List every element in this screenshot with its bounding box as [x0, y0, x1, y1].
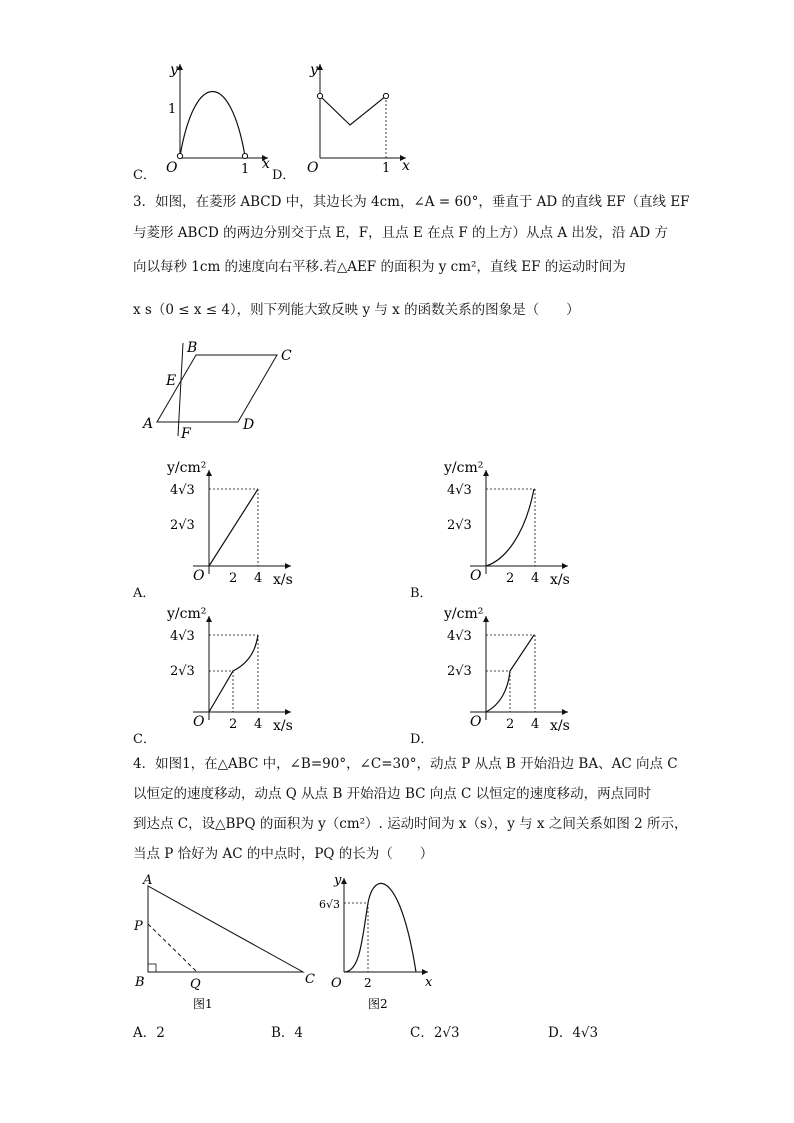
q3-c-xlabel: x/s — [273, 718, 293, 734]
c-x-label: x — [262, 156, 270, 172]
q4-line-4: 当点 P 恰好为 AC 的中点时，PQ 的长为（ ） — [133, 846, 434, 862]
q3-option-d: D． — [410, 732, 434, 747]
q3-c-ytick-high: 4√3 — [170, 629, 195, 644]
q3-c-ytick-low: 2√3 — [170, 664, 195, 679]
q4-choice-d: D．4√3 — [548, 1025, 599, 1041]
q3-b-xtick-4: 4 — [531, 571, 540, 586]
fig-A: A — [143, 416, 154, 432]
q3-b-ylabel: y/cm² — [444, 460, 484, 476]
q3-a-xlabel: x/s — [273, 572, 293, 588]
fig1-B: B — [135, 975, 145, 990]
q3-a-xtick-2: 2 — [229, 571, 238, 586]
q3-c-xtick-4: 4 — [254, 717, 263, 732]
q3-line-1: 3．如图，在菱形 ABCD 中，其边长为 4cm，∠A = 60°，垂直于 AD 的直线 EF（直线 EF — [133, 194, 690, 210]
q3-d-ylabel: y/cm² — [444, 606, 484, 622]
q3-d-xtick-2: 2 — [506, 717, 515, 732]
q3-b-ytick-high: 4√3 — [447, 483, 472, 498]
q4-line-1: 4．如图1，在△ABC 中，∠B=90°，∠C=30°，动点 P 从点 B 开始沿边 BA、AC 向点 C — [133, 756, 678, 772]
q3-a-ylabel: y/cm² — [167, 460, 207, 476]
q3-line-4: x s（0 ≤ x ≤ 4），则下列能大致反映 y 与 x 的函数关系的图象是（ ） — [133, 302, 580, 318]
fig-E: E — [166, 373, 177, 389]
q3-d-xtick-4: 4 — [531, 717, 540, 732]
q3-option-b: B． — [410, 586, 433, 601]
q3-a-origin: O — [193, 568, 205, 584]
q4-line-2: 以恒定的速度移动，动点 Q 从点 B 开始沿边 BC 向点 C 以恒定的速度移动，两点同时 — [133, 786, 652, 802]
fig1-caption: 图1 — [193, 997, 213, 1011]
q3-option-c: C． — [133, 732, 156, 747]
q3-a-xtick-4: 4 — [254, 571, 263, 586]
q3-a-ytick-high: 4√3 — [170, 483, 195, 498]
q3-c-xtick-2: 2 — [229, 717, 238, 732]
q3-line-2: 与菱形 ABCD 的两边分别交于点 E，F，且点 E 在点 F 的上方）从点 A 出发，沿 AD 方 — [133, 225, 669, 241]
q4-choice-b: B．4 — [271, 1025, 304, 1041]
c-y-one: 1 — [168, 102, 177, 117]
fig1-P: P — [134, 919, 143, 934]
c-origin-label: O — [166, 160, 178, 176]
fig1-Q: Q — [190, 977, 201, 992]
d-x-label: x — [402, 158, 410, 174]
q3-option-a: A． — [133, 586, 156, 601]
fig-B: B — [187, 340, 198, 356]
q3-d-origin: O — [470, 714, 482, 730]
q3-d-ytick-high: 4√3 — [447, 629, 472, 644]
fig1-C: C — [305, 972, 315, 987]
fig1-A: A — [143, 873, 153, 888]
fig2-xtick: 2 — [364, 976, 372, 990]
fig-C: C — [281, 348, 292, 364]
c-x-one: 1 — [241, 162, 250, 177]
q3-b-xtick-2: 2 — [506, 571, 515, 586]
q3-d-ytick-low: 2√3 — [447, 664, 472, 679]
q4-line-3: 到达点 C，设△BPQ 的面积为 y（cm²）. 运动时间为 x（s），y 与 x 之间关系如图 2 所示， — [133, 816, 688, 832]
q4-choice-c: C．2√3 — [410, 1025, 460, 1041]
fig2-origin: O — [331, 976, 342, 991]
option-c-label: C． — [133, 168, 156, 183]
q3-d-xlabel: x/s — [550, 718, 570, 734]
fig2-x: x — [425, 975, 433, 990]
q3-b-ytick-low: 2√3 — [447, 518, 472, 533]
q4-choice-a: A．2 — [133, 1025, 165, 1041]
fig-D: D — [243, 417, 255, 433]
q3-b-origin: O — [470, 568, 482, 584]
d-x-one: 1 — [382, 161, 391, 176]
fig2-caption: 图2 — [368, 997, 388, 1011]
q3-b-xlabel: x/s — [550, 572, 570, 588]
q3-a-ytick-low: 2√3 — [170, 518, 195, 533]
d-y-label: y — [310, 62, 318, 78]
fig-F: F — [181, 426, 191, 442]
q3-c-ylabel: y/cm² — [167, 606, 207, 622]
q3-line-3: 向以每秒 1cm 的速度向右平移.若△AEF 的面积为 y cm²，直线 EF 的运动时间为 — [133, 259, 626, 275]
option-d-label: D． — [272, 168, 296, 183]
fig2-ytick: 6√3 — [319, 898, 341, 911]
d-origin-label: O — [307, 160, 319, 176]
fig2-y: y — [334, 873, 342, 888]
c-y-label: y — [170, 62, 178, 78]
q3-c-origin: O — [193, 714, 205, 730]
